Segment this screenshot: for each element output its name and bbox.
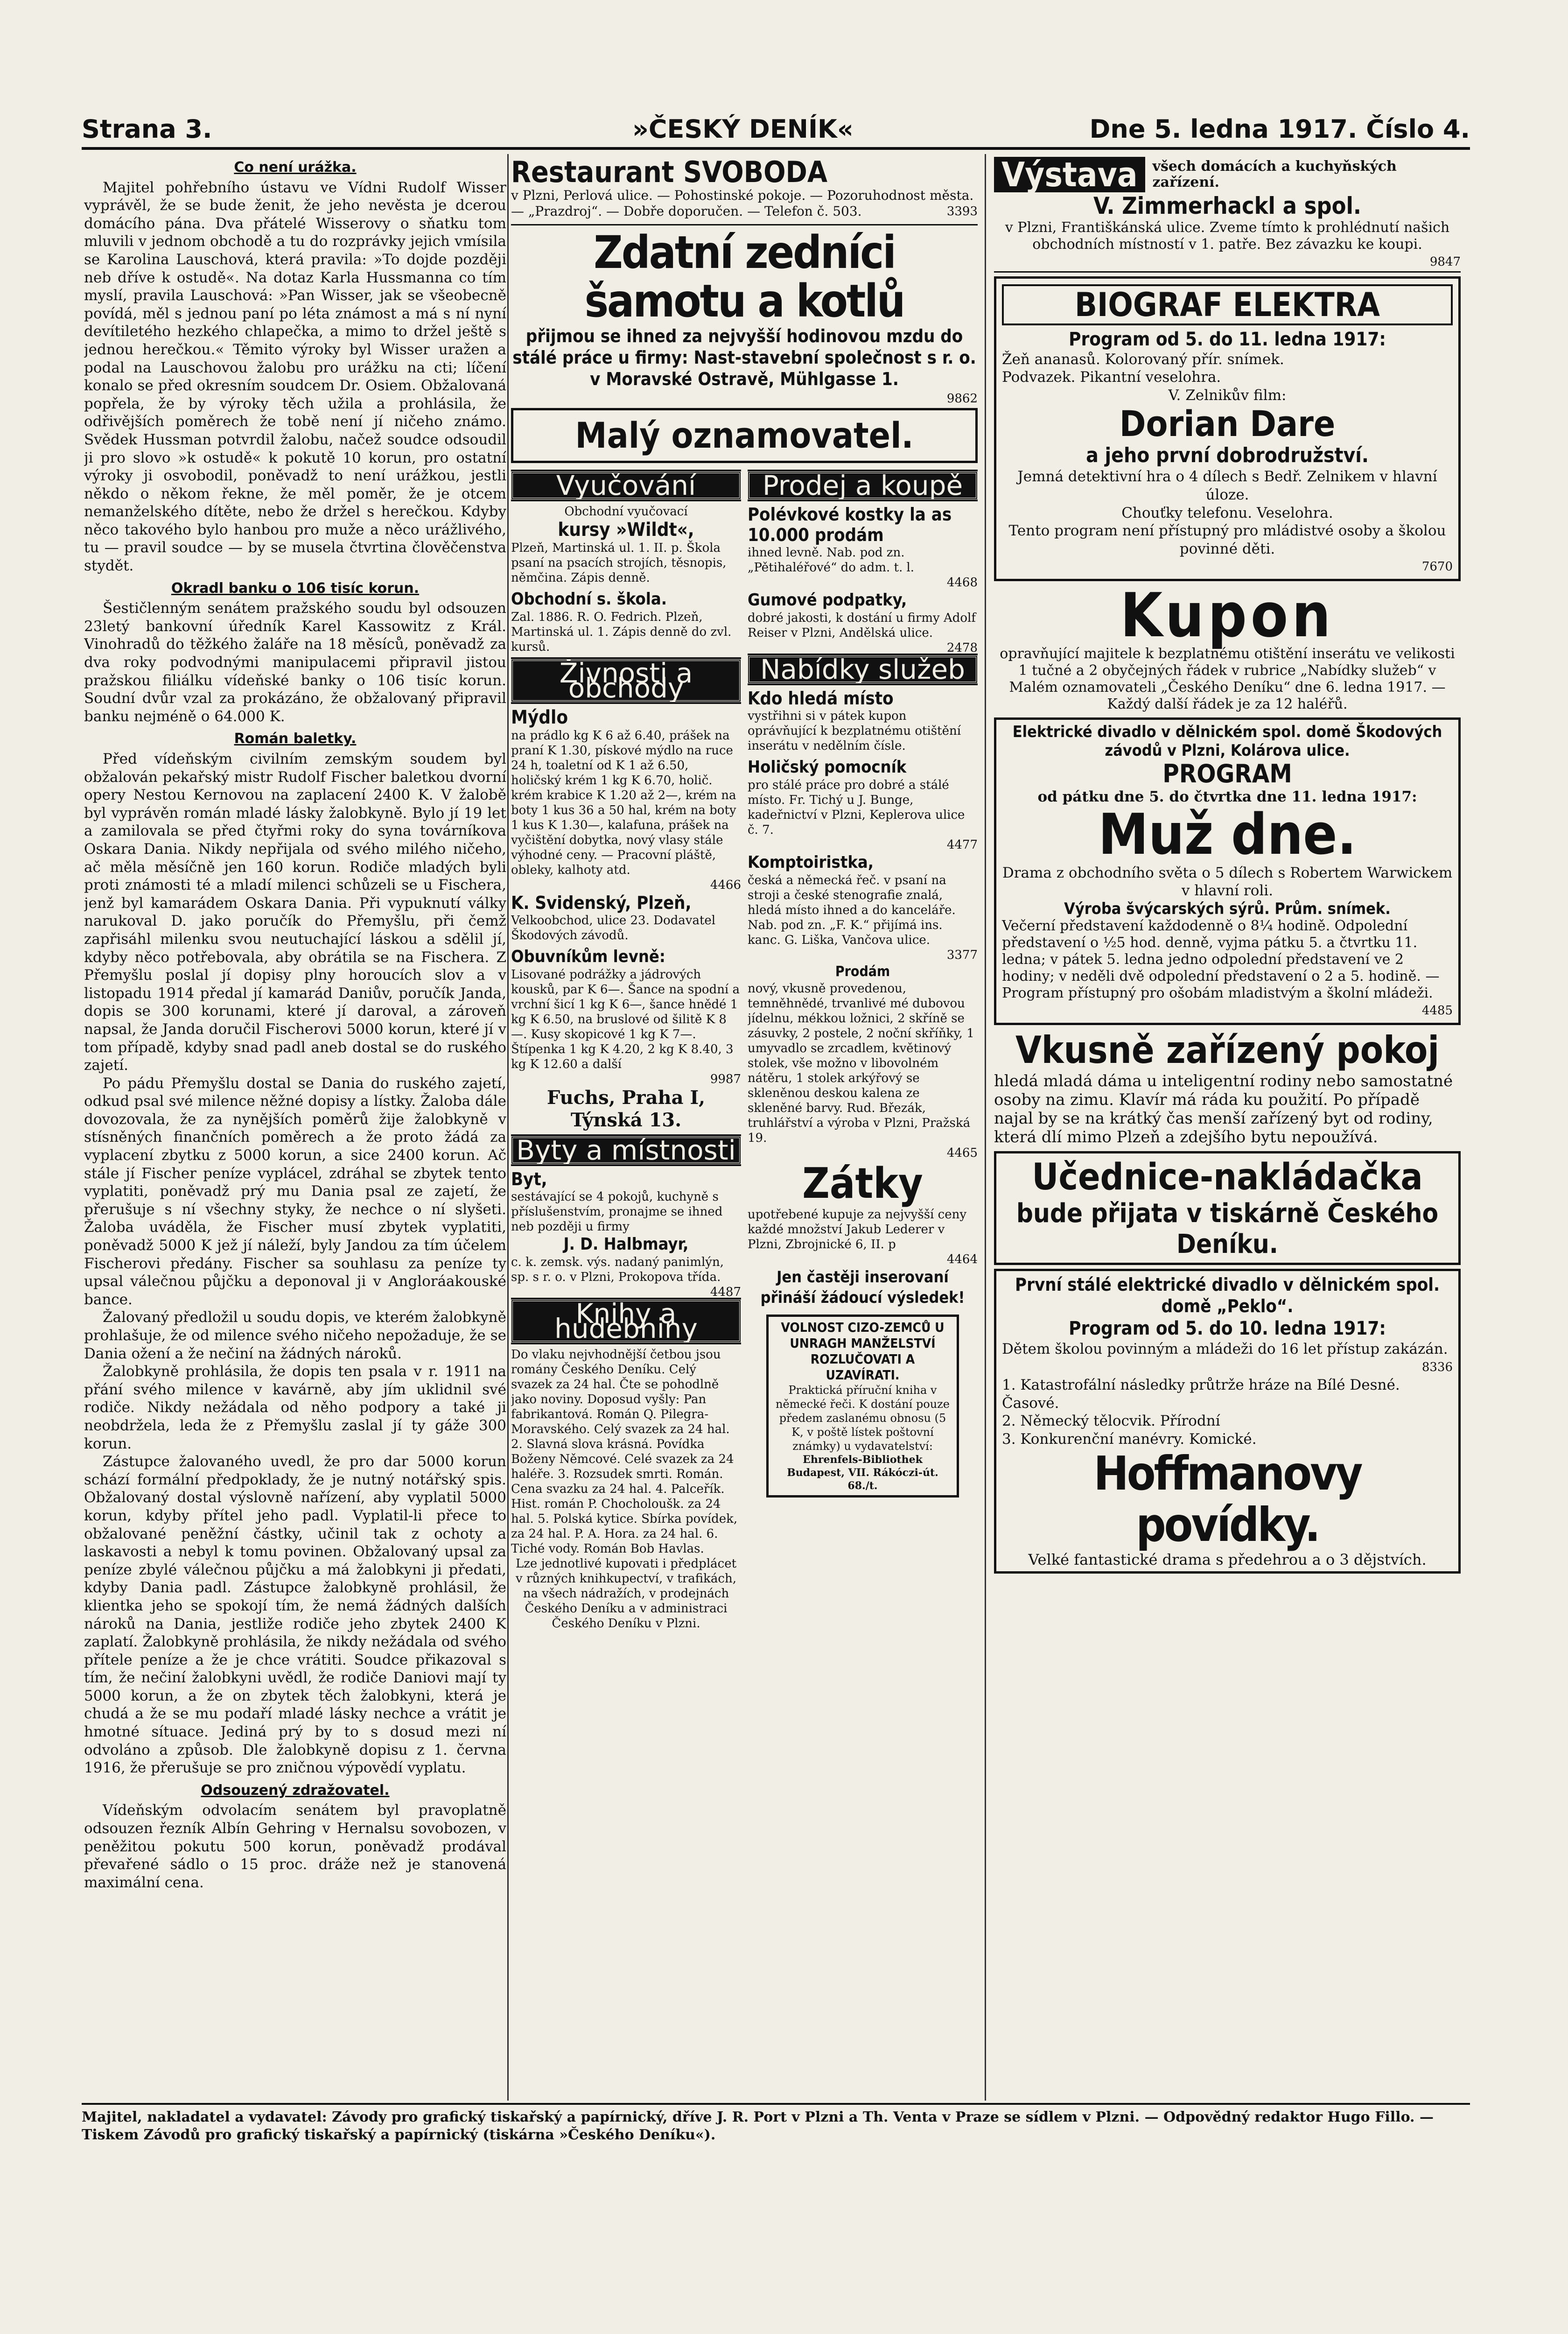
ad-title: Muž dne. bbox=[1098, 802, 1357, 867]
ad-title: První stálé elektrické divadlo v dělnickém spol. domě „Peklo“. bbox=[1015, 1274, 1440, 1316]
ad-title: Zátky bbox=[802, 1159, 923, 1208]
ad-text: ihned levně. Nab. pod zn. „Pětihaléřové“ do adm. t. l. bbox=[748, 545, 915, 575]
column-divider bbox=[507, 154, 509, 2101]
ad-number: 9847 bbox=[1429, 255, 1461, 269]
ad-title: Jen častěji inserovaní přináší žádoucí výsledek! bbox=[760, 1267, 965, 1307]
volnost-ad bbox=[766, 1315, 959, 1497]
small-ads-grid bbox=[511, 467, 978, 1631]
ad-text: na prádlo kg K 6 až 6.40, prášek na praní K 1.30, pískové mýdlo na ruce 24 h, toaletní od K 1 až 6.50, holičský krém 1 kg K 6.70, holič. krém krabice K 1.20 až 2—, krém na boty 1 kus 36 a 50 hal, krém na boty 1 kus K 1.30—, kalafuna, prášek na vyčištění dobytka, nový vlasy stále výhodné ceny. — Pracovní pláště, obleky, kalhoty atd. bbox=[511, 728, 736, 877]
ad-title: Mýdlo bbox=[511, 706, 568, 728]
ad-title: Učednice-nakládačka bbox=[1032, 1156, 1423, 1198]
ad-title: a jeho první dobrodružství. bbox=[1086, 443, 1369, 468]
ad-text: pro stálé práce pro dobré a stálé místo. Fr. Tichý u J. Bunge, kadeřnictví v Plzni, Keplerova ulice č. 7. bbox=[748, 778, 965, 837]
ad-title: K. Svidenský, Plzeň, bbox=[511, 892, 692, 913]
ad-text: sestávající se 4 pokojů, kuchyně s příslušenstvím, pronajme se ihned neb později u firmy bbox=[511, 1189, 723, 1234]
ad-text: všech domácích a kuchyňských zařízení. bbox=[1152, 158, 1397, 190]
ad-text: Drama z obchodního světa o 5 dílech s Robertem Warwickem v hlavní roli. bbox=[1002, 864, 1453, 900]
ucednice-ad bbox=[994, 1151, 1461, 1265]
ad-title: Obchodní s. škola. bbox=[511, 589, 667, 609]
ad-number: 2478 bbox=[946, 640, 978, 655]
ad-text: hledá mladá dáma u inteligentní rodiny nebo samostatné osoby na zimu. Klavír má ráda ku použití. Po případě najal by se na krátký čas menší zařízený byt od rodiny, která dlí mimo Plzeň a zdejšího bytu nepoužívá. bbox=[994, 1071, 1453, 1146]
ad-title: Dorian Dare bbox=[1119, 403, 1336, 445]
ad-number: 4485 bbox=[1421, 1004, 1453, 1018]
ad-text: Program od 5. do 11. ledna 1917: bbox=[1069, 328, 1386, 350]
ad-title: kursy »Wildt«, bbox=[558, 519, 694, 541]
ad-text: v Plzni, Františkánská ulice. Zveme tímto k prohlédnutí našich obchodních místností v 1. patře. Bez závazku ke koupi. bbox=[1005, 219, 1450, 253]
kupon-ad bbox=[994, 579, 1461, 713]
ad-text: Lisované podrážky a jádrových kousků, par K 6—. Šance na spodní a vrchní šicí 1 kg K 6—, šance hnědé 1 kg K 6.50, na bruslové od šilitě K 8—. Kusy skopicové 1 kg K 7—. Štípenka 1 kg K 4.20, 2 kg K 8.40, 3 kg K 12.60 a další bbox=[511, 967, 740, 1071]
small-ads-left bbox=[511, 467, 741, 1631]
imprint-footer bbox=[82, 2103, 1470, 2144]
article-text: Žalobkyně prohlásila, že dopis ten psala v r. 1911 na přání svého milence v kavárně, aby jím uklidnil své rodiče. Nikdy nežádala od něho podpory a také ji neobdržela, leda že z Přemyšlu zaslal jí ty gáže 300 korun. bbox=[84, 1363, 506, 1452]
ad-text: Lze jednotlivé kupovati i předplácet v různých knihkupectví, v trafikách, na všech nádražích, v prodejnách Českého Deníku a v administraci Českého Deníku v Plzni. bbox=[515, 1556, 737, 1631]
ad-title: Hoffmanovy povídky. bbox=[1093, 1446, 1361, 1553]
section-zivnosti: Živnosti a obchody bbox=[511, 659, 741, 702]
ad-text: vystřihni si v pátek kupon oprávňující k bezplatnému otištění inserátu v nedělním čísle. bbox=[748, 709, 961, 753]
article-text: Majitel pohřebního ústavu ve Vídni Rudolf Wisser vyprávěl, že se bude ženit, že jeho nevěsta je dcerou domácího pána. Dva přátelé Wisserovy o sňatku tom mluvili v jednom obchodě a tu do rozprávky jejich vmísila se Karolina Lauschová, která pravila: »To dojde později neb dříve k ostudě«. Na dotaz Karla Hussmanna co tím myslí, pravila Lauschová: »Pan Wisser, jak se všeobecně povídá, měl s jednou paní po léta známost a má s ní nyní devítiletého hezkého chlapečka, a mimo to držel ještě s jednou herečkou.« Těmito výroky byl Wisser uražen a podal na Lauschovou žalobu pro urážku na cti; líčení konalo se před okresním soudcem Dr. Osiem. Obžalovaná popřela, že by výroky těch užila a prohlásila, že odřivějších poměrech že tobě není jí ničeho známo. Svědek Hussman potvrdil žalobu, načež soudce odsoudil ji pro slovo »k ostudě« k pokutě 10 korun, pro ostatní výroky ji osvobodil, poněvadž to není urážkou, jestli někdo o někom řekne, že měl poměr, že je otcem nemanželského dítěte, nebo že držel s herečkou. Kdyby něco takového bylo hanbou pro muže a něco urážlivého, tu — pravil soudce — by se musela čtvrtina člověčenstva stydět. bbox=[84, 179, 506, 575]
ad-number: 3393 bbox=[946, 204, 978, 218]
ad-text: nový, vkusně provedenou, temněhnědé, trvanlivé mé dubovou jídelnu, mékkou ložnici, 2 skříně se zásuvky, 2 postele, 2 noční skříňky, 1 umyvadlo se zrcadlem, květinový stolek, vše možno v libovolném nátěru, 1 stolek arkýřový se skleněnou deskou kalena ze skleněné barvy. Rud. Březák, truhlářství a výroba v Plzni, Pražská 19. bbox=[748, 981, 974, 1145]
ad-title: Holičský pomocník bbox=[748, 757, 907, 777]
ad-number: 9987 bbox=[710, 1072, 741, 1086]
ad-text: Tento program není přístupný pro mládistvé osoby a školou povinné děti. bbox=[1008, 522, 1446, 557]
ad-title: V. Zimmerhackl a spol. bbox=[1093, 192, 1361, 219]
ad-title: Komptoiristka, bbox=[748, 852, 874, 872]
ad-text: Podvazek. Pikantní veselohra. bbox=[1002, 369, 1221, 386]
ad-title: J. D. Halbmayr, bbox=[563, 1234, 689, 1254]
ad-text: upotřebené kupuje za nejvyšší ceny každé množství Jakub Lederer v Plzni, Zbrojnické 6, II. p bbox=[748, 1207, 967, 1251]
ad-title: Byt, bbox=[511, 1168, 547, 1189]
article-text: Před vídeňským civilním zemským soudem byl obžalován pekařský mistr Rudolf Fischer baletkou dvorní opery Nestou Kernovou na zaplacení 2400 K. V žalobě byl vyprávěn román mladé lásky žalobkyně. Bylo jí 19 let a zamilovala se před čtyřmi roky do syna továrníkova Oskara Dania. Nikdy nepřijala od svého milého ničeho, ač měla měsíčně jen 160 korun. Rodiče mladých byli proti známosti té a mladí milenci schůzeli se u Fischera, jenž byl kamarádem Oskara Dania. Při vypuknutí války narukoval D. jako poručík do Přemyšlu, při čemž zapřisáhl milenku svou neutuchající láskou a sdělil jí, kdyby něco potřebovala, aby obrátila se na Fischera. Z Přemyšlu poslal jí dopisy plny horoucích slov a v listopadu 1914 předal jí kamarád Daniův, poručík Janda, dopis se 300 korunami, které jí daroval, a zároveň napsal, že Janda doručil Fischerovi 5000 korun, které jí v tom případě, kdyby snad padl aneb dostal se do ruského zajetí. bbox=[84, 751, 506, 1074]
ad-title: Vkusně zařízený pokoj bbox=[1015, 1028, 1440, 1072]
ad-text: Dětem školou povinným a mládeži do 16 let přístup zakázán. bbox=[1002, 1340, 1448, 1357]
ad-number: 4464 bbox=[946, 1252, 978, 1266]
ad-text: dobré jakosti, k dostání u firmy Adolf Reiser v Plzni, Andělská ulice. bbox=[748, 611, 976, 640]
article-text: Zástupce žalovaného uvedl, že pro dar 5000 korun schází formální předpoklady, že je nutný notářský spis. Obžalovaný dostal výslovně nařízení, aby vyplatil 5000 korun, kdyby přítel jeho padl. Vyplatil-li přece to obžalované peněžní částky, učinil tak z ochoty a laskavosti a nebyl k tomu povinen. Obžalovaný upsal za peníze zbylé válečnou půjčku a má žalobkyni ji předati, kdyby Dania padl. Zástupce žalobkyně prohlásil, že klientka jeho se spokojí tím, že nemá žádných dalších nároků na Dania, jestliže rodiče jeho zbytek 2400 K zaplatí. Žalobkyně prohlásila, že nikdy nežádala od svého přítele peníze a že je chce vrátiti. Soudce přikazoval s tím, že nečiní žalobkyni uvědl, že rodiče Daniovi mají ty 5000 korun, a že on zbytek těch žalobkyni, která je chudá a že se mu podaří mladé lásky nechce a vrátit je hmotné sítuace. Jediná prý by to s dosud mezi ní odvoláno a způsob. Dle žalobkyně dopisu z 1. června 1916, že přerušuje se pro zničnou výpovědí vyplatu. bbox=[84, 1453, 506, 1777]
ads-column bbox=[994, 154, 1461, 2101]
ad-text: Obchodní vyučovací bbox=[564, 504, 688, 519]
ad-number: 9862 bbox=[946, 392, 978, 406]
ad-number: 4477 bbox=[946, 837, 978, 852]
biograf-ad bbox=[994, 276, 1461, 581]
ad-text: Výroba švýcarských sýrů. Prům. snímek. bbox=[1064, 899, 1391, 918]
article-text: Vídeňským odvolacím senátem byl pravoplatně odsouzen řezník Albín Gehring v Hernalsu sovobozen, v peněžitou pokutu 500 korun, poněvadž prodával převařené sádlo o 15 proc. dráže než je stanovená maximální cena. bbox=[84, 1802, 506, 1891]
masons-ad bbox=[511, 226, 978, 406]
ad-text: Program od 5. do 10. ledna 1917: bbox=[1069, 1317, 1386, 1339]
ad-text: Velkoobchod, ulice 23. Dodavatel Škodových závodů. bbox=[511, 913, 716, 942]
elektricke-divadlo-ad bbox=[994, 717, 1461, 1025]
ad-title: Prodám bbox=[835, 963, 890, 980]
masthead: »ČESKÝ DENÍK« bbox=[632, 114, 854, 144]
peklo-ad bbox=[994, 1269, 1461, 1574]
ad-text: 3. Konkurenční manévry. Komické. bbox=[1002, 1430, 1257, 1448]
ad-text: Velké fantastické drama s předehrou a o 3 dějstvích. bbox=[1028, 1551, 1427, 1569]
ad-number: 3377 bbox=[946, 948, 978, 962]
article-title: Okradl banku o 106 tisíc korun. bbox=[171, 580, 420, 597]
ad-text: Praktická příruční kniha v německé řeči. K dostání pouze předem zaslanému obnosu (5 K, v poště lístek poštovní známky) u vydavatelství: bbox=[775, 1383, 950, 1453]
column-divider bbox=[985, 154, 986, 2101]
restaurant-ad bbox=[511, 157, 978, 219]
ad-title: Polévkové kostky la as 10.000 prodám bbox=[748, 504, 952, 545]
section-byty: Byty a místnosti bbox=[511, 1136, 741, 1164]
ad-title: Kdo hledá místo bbox=[748, 688, 894, 709]
ad-text: česká a německá řeč. v psaní na stroji a české stenografie znalá, hledá místo ihned a do kanceláře. Nab. pod zn. „F. K.“ přijímá ins. kanc. G. Liška, Vančova ulice. bbox=[748, 873, 956, 947]
section-nabidky: Nabídky služeb bbox=[748, 655, 978, 683]
ad-number: 4465 bbox=[946, 1146, 978, 1160]
pokoj-ad bbox=[994, 1029, 1461, 1146]
article-title: Román baletky. bbox=[234, 731, 357, 747]
ad-number: 7670 bbox=[1421, 560, 1453, 574]
vystava-ad bbox=[994, 155, 1461, 269]
ad-text: opravňující majitele k bezplatnému otištění inserátu ve velikosti 1 tučné a 2 obyčejných řádek v rubrice „Nabídky služeb“ v Malém oznamovateli „Českého Deníku“ dne 6. ledna 1917. — Každý další řádek je za 12 haléřů. bbox=[1000, 645, 1455, 712]
section-prodej: Prodej a koupě bbox=[748, 471, 978, 499]
ad-number: 8336 bbox=[1421, 1360, 1453, 1374]
article-text: Žalovaný předložil u soudu dopis, ve kterém žalobkyně prohlašuje, že od milence svého ničeho nepožaduje, že se Dania ožení a že nečiní na žádných nároků. bbox=[84, 1309, 506, 1362]
ad-title: BIOGRAF ELEKTRA bbox=[1002, 284, 1453, 325]
classifieds-column bbox=[511, 154, 978, 2101]
article-text: Po pádu Přemyšlu dostal se Dania do ruského zajetí, odkud psal své milence něžné dopisy a lístky. Žaloba dále dovozovala, že za nynějších poměrů žije žalobkyně v stísněných finančních poměrech a že proto žádá za vyplacení zbytku z 5000 korun, a sice 2400 korun. Ač stále jí Fischer peníze vyplácel, zdráhal se zbytek tento vyplatiti, poněvadž prý mu Dania psal ze zajetí, že přerušuje s ní všechny styky, že nechce o ní slyšeti. Žaloba uváděla, že Fischer musí zbytek vyplatiti, poněvadž 5000 K jež jí náleží, byly Jandou za tím účelem Fischerovi předány. Fischer sa souhlasu za peníze ty upsal válečnou půjčku a deponoval ji v Angloráakouské bance. bbox=[84, 1075, 506, 1308]
ad-text: c. k. zemsk. výs. nadaný panimlýn, sp. s r. o. v Plzni, Prokopova třída. bbox=[511, 1255, 724, 1284]
ad-text: Do vlaku nejvhodnější četbou jsou romány Českého Deníku. Celý svazek za 24 hal. Čte se pohodlně jako noviny. Doposud vyšly: Pan fabrikantová. Román Q. Pilegra-Moravského. Celý svazek za 24 hal. 2. Slavná slova krásná. Povídka Boženy Němcové. Celé svazek za 24 haléře. 3. Rozsudek smrti. Román. Cena svazku za 24 hal. 4. Palceřík. Hist. román P. Chocholoušk. za 24 hal. 5. Polská kytice. Sbírka povídek, za 24 hal. P. A. Hora. za 24 hal. 6. Tiché vody. Román Bob Havlas. bbox=[511, 1347, 738, 1556]
ad-title: Výstava bbox=[994, 157, 1145, 192]
ad-title: Elektrické divadlo v dělnickém spol. domě Škodových závodů v Plzni, Kolárova ulice. bbox=[1012, 722, 1442, 760]
ad-number: 4468 bbox=[946, 575, 978, 590]
ad-text: Večerní představení každodenně o 8¼ hodině. Odpolední představení o ½5 hod. denně, vyjma pátku 5. a čtvrtku 11. ledna; v pátek 5. ledna jedno odpolední představení ve 2 hodiny; v neděli dvě odpolední představení o 2 a 5. hodině. — Program přístupný pro ošobám mladistvým a školní mládeži. bbox=[1002, 918, 1440, 1002]
section-knihy: Knihy a hudebniny bbox=[511, 1300, 741, 1343]
ad-text: Zal. 1886. R. O. Fedrich. Plzeň, Martinská ul. 1. Zápis denně do zvl. kursů. bbox=[511, 610, 732, 654]
ad-text: Plzeň, Martinská ul. 1. II. p. Škola psaní na psacích strojích, těsnopis, němčina. Zápis denně. bbox=[511, 541, 727, 585]
ad-text: bude přijata v tiskárně Českého Deníku. bbox=[1016, 1198, 1439, 1259]
ad-text: od pátku dne 5. do čtvrtka dne 11. ledna 1917: bbox=[1037, 788, 1417, 805]
ad-number: 4487 bbox=[710, 1285, 741, 1299]
ad-text: Ehrenfels-Bibliothek Budapest, VII. Rákóczi-út. 68./t. bbox=[787, 1453, 938, 1492]
ad-title: VOLNOST CIZO-ZEMCŮ U UNRAGH MANŽELSTVÍ ROZLUČOVATI A UZAVÍRATI. bbox=[781, 1319, 945, 1383]
ad-text: V. Zelnikův film: bbox=[1168, 387, 1287, 404]
ad-title: Fuchs, Praha I, Týnská 13. bbox=[546, 1086, 706, 1131]
ad-text: 1. Katastrofální následky průtrže hráze na Bílé Desné. Časové. bbox=[1002, 1377, 1400, 1412]
ad-title: Obuvníkům levně: bbox=[511, 947, 665, 966]
restaurant-name: Restaurant SVOBODA bbox=[511, 155, 828, 189]
page-number: Strana 3. bbox=[82, 114, 212, 144]
restaurant-text: v Plzni, Perlová ulice. — Pohostinské pokoje. — Pozoruhodnost města. — „Prazdroj“. — Dobře doporučen. — Telefon č. 503. bbox=[511, 188, 974, 219]
page-header bbox=[82, 105, 1470, 150]
issue-date: Dne 5. ledna 1917. Číslo 4. bbox=[1089, 114, 1470, 144]
small-ads-right bbox=[748, 467, 978, 1631]
ad-title: Gumové podpatky, bbox=[748, 590, 907, 610]
ad-title: PROGRAM bbox=[1162, 759, 1292, 788]
ad-number: 4466 bbox=[710, 878, 741, 892]
ad-text: Chouťky telefonu. Veselohra. bbox=[1121, 504, 1333, 521]
ad-title: Kupon bbox=[1120, 579, 1335, 651]
small-ads-heading: Malý oznamovatel. bbox=[511, 408, 978, 463]
article-text: Šestičlenným senátem pražského soudu byl odsouzen 23letý bankovní úředník Karel Kassowitz z Král. Vinohradů do těžkého žaláře na 18 měsíců, poněvadž za dva roky podvodnými manipulacemi připravil jistou pražskou filiálku vídeňské banky o 106 tisíc korun. Soudní dvůr vzal za prokázáno, že obžalovaný připravil banku nejméně o 64.000 K. bbox=[84, 600, 506, 725]
article-title: Co není urážka. bbox=[234, 159, 357, 176]
news-column bbox=[84, 154, 506, 2101]
ad-text: Jemná detektivní hra o 4 dílech s Bedř. Zelnikem v hlavní úloze. bbox=[1017, 468, 1437, 503]
section-vyucovani: Vyučování bbox=[511, 471, 741, 499]
masons-text: přijmou se ihned za nejvyšší hodinovou mzdu do stálé práce u firmy: Nast-stavební společnost s r. o. v Moravské Ostravě, Mühlgasse 1. bbox=[512, 326, 976, 389]
imprint-text: Majitel, nakladatel a vydavatel: Závody pro grafický tiskařský a papírnický, dříve J. R. Port v Plzni a Th. Venta v Praze se sídlem v Plzni. — Odpovědný redaktor Hugo Fillo. — Tiskem Závodů pro grafický tiskařský a papírnický (tiskárna »Českého Deníku«). bbox=[82, 2109, 1434, 2143]
article-title: Odsouzený zdražovatel. bbox=[201, 1782, 390, 1799]
ad-text: 2. Německý tělocvik. Přírodní bbox=[1002, 1413, 1220, 1430]
ad-text: Žeň ananasů. Kolorovaný přír. snímek. bbox=[1002, 351, 1284, 368]
masons-title: Zdatní zedníci šamotu a kotlů bbox=[584, 226, 904, 327]
